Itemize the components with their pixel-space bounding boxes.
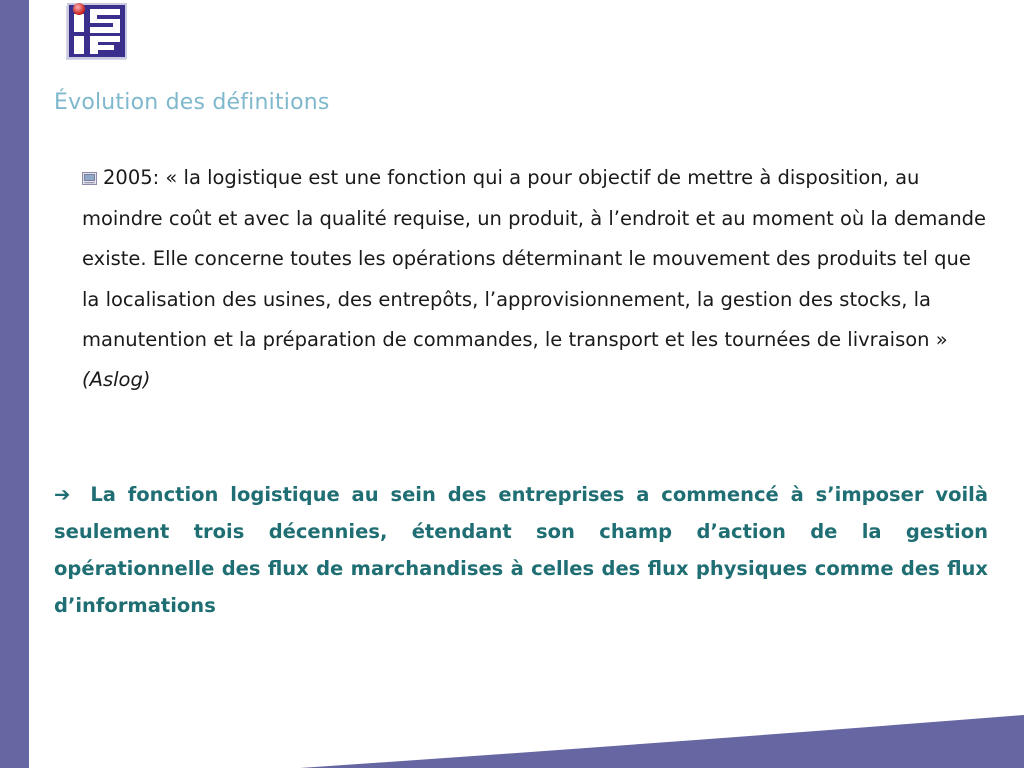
left-border-bar (0, 0, 29, 768)
slide-bullet-icon (82, 159, 97, 199)
definition-quote (82, 158, 987, 400)
isif-logo (62, 0, 130, 64)
definition-text: 2005: « la logistique est une fonction qui a pour objectif de mettre à disposition, au moindre coût et avec la qualité requise, un produit, à l’endroit et au moment où la demande existe. Elle concerne toutes les opérations déterminant le mouvement des produits tel que la localisation des usines, des entrepôts, l’approvisionnement, la gestion des stocks, la manutention et la préparation de commandes, le transport et les tournées de livraison » (82, 166, 987, 351)
arrow-right-icon: ➔ (54, 483, 71, 506)
conclusion-paragraph (54, 476, 988, 624)
conclusion-text: La fonction logistique au sein des entreprises a commencé à s’imposer voilà seulement trois décennies, étendant son champ d’action de la gestion opérationnelle des flux de marchandises à celles des flux physiques comme des flux d’informations (54, 483, 988, 617)
slide-title: Évolution des définitions (54, 90, 330, 115)
definition-citation: (Aslog) (82, 368, 151, 392)
